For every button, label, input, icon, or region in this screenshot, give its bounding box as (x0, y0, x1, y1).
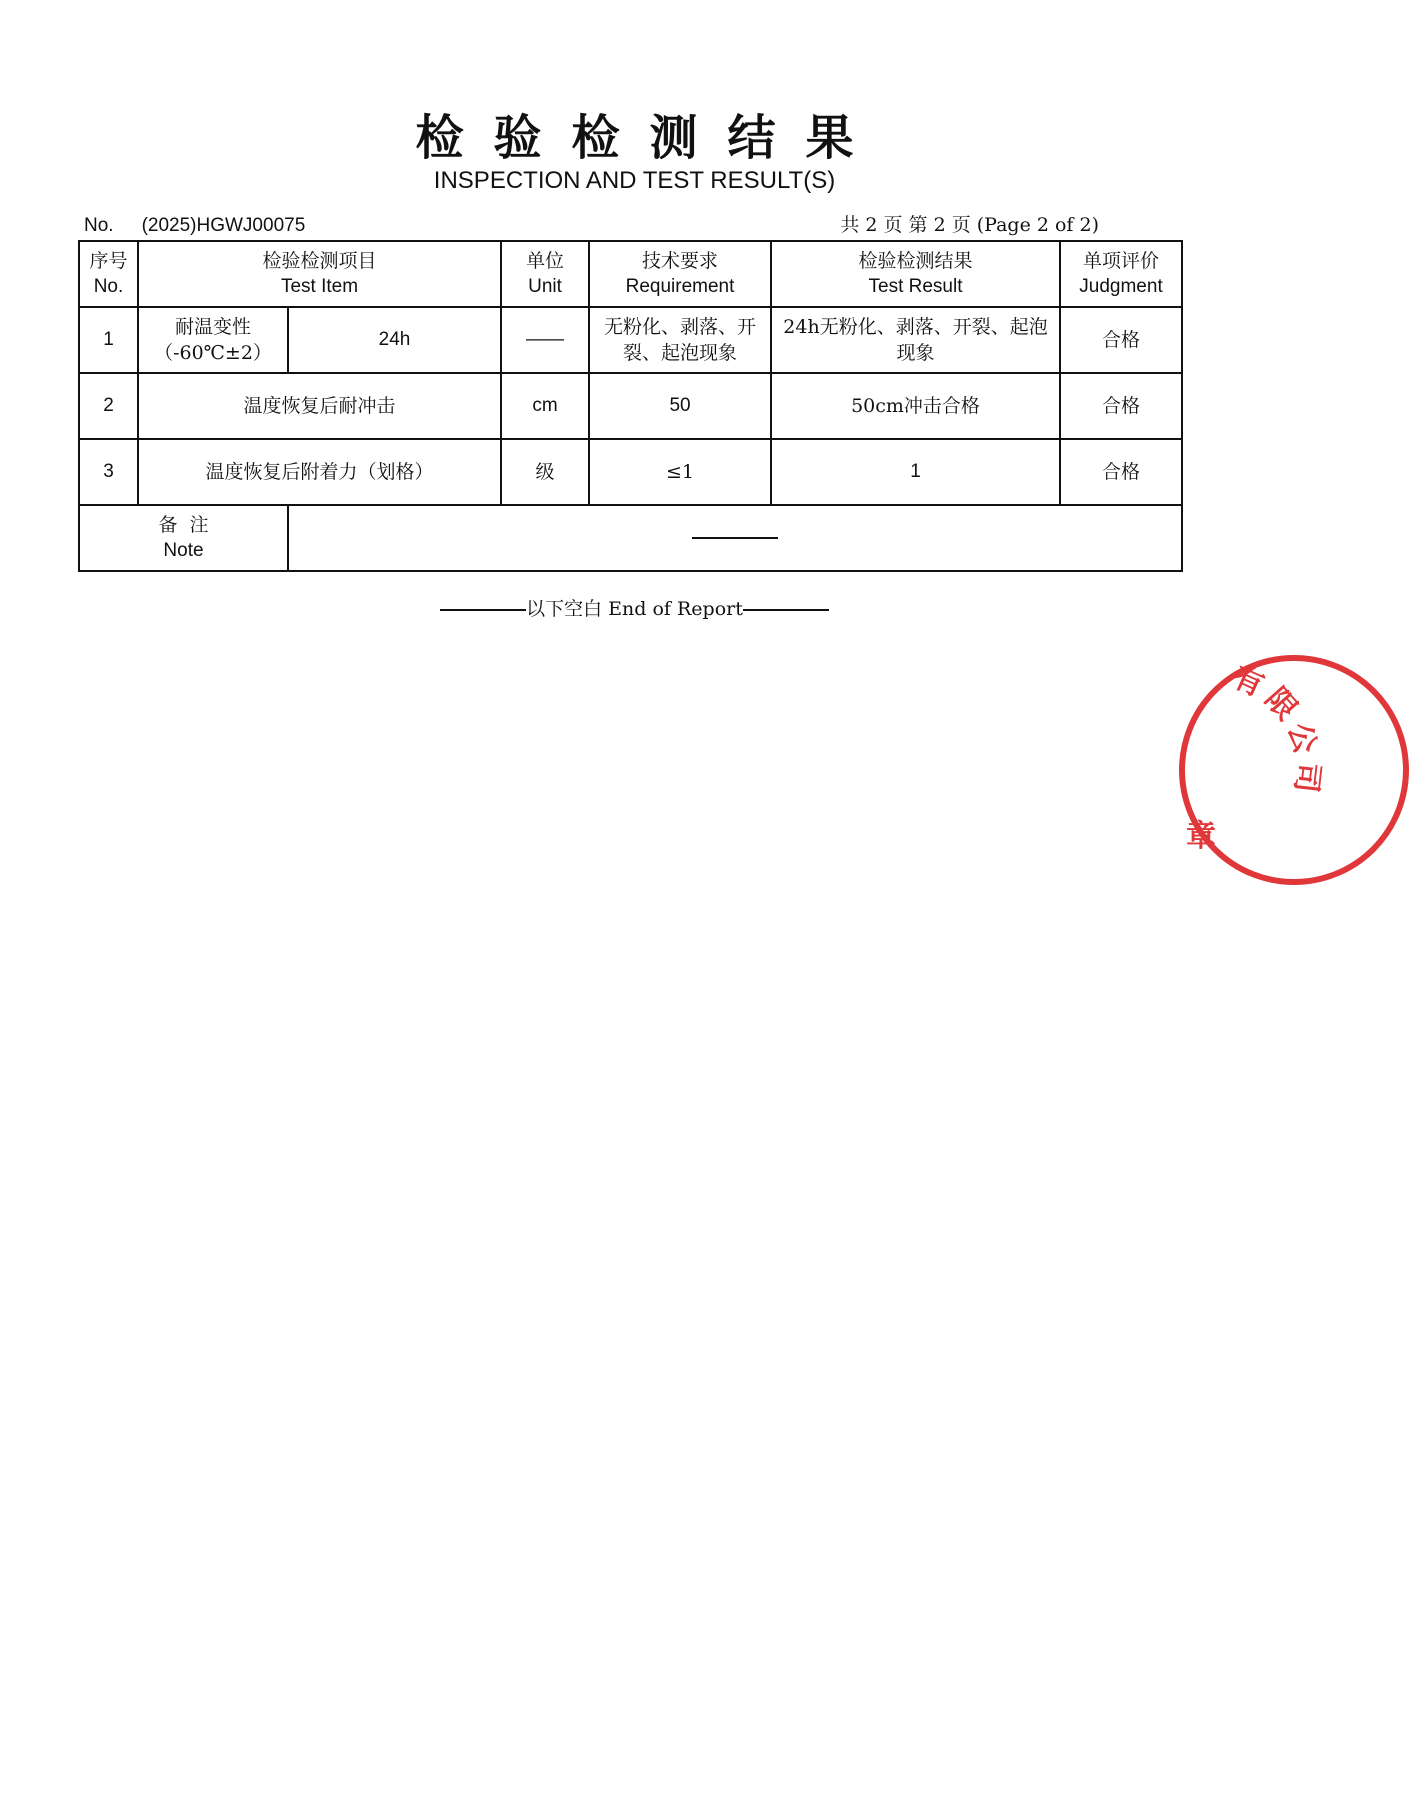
row-test-item-line1: 耐温变性 (174, 316, 251, 338)
table-row (79, 307, 1182, 373)
row-unit: —— (501, 307, 589, 373)
row-test-item-line2: （-60℃±2） (154, 342, 272, 364)
row-judgment: 合格 (1060, 373, 1182, 439)
header-requirement (589, 241, 771, 307)
header-judgment (1060, 241, 1182, 307)
note-label-cn: 备 注 (158, 514, 209, 536)
row-test-item: 温度恢复后附着力（划格） (138, 439, 501, 505)
report-number-value: (2025)HGWJ00075 (141, 215, 306, 236)
page-subtitle: INSPECTION AND TEST RESULT(S) (433, 167, 836, 194)
header-no-en: No. (93, 276, 124, 297)
row-test-result: 1 (771, 439, 1060, 505)
header-test-item-en: Test Item (280, 276, 359, 297)
header-no (79, 241, 138, 307)
row-test-item: 温度恢复后耐冲击 (138, 373, 501, 439)
header-requirement-en: Requirement (625, 276, 735, 297)
header-test-item-cn: 检验检测项目 (262, 250, 377, 272)
end-of-report (0, 596, 1269, 623)
seal-text: 有限公司 (1227, 659, 1326, 801)
header-test-result (771, 241, 1060, 307)
report-number (84, 213, 305, 239)
end-of-report-text: 以下空白 End of Report (526, 598, 743, 620)
header-unit-en: Unit (528, 276, 562, 297)
row-no: 2 (79, 373, 138, 439)
header-unit-cn: 单位 (526, 250, 565, 272)
note-row (79, 505, 1182, 571)
row-test-item (138, 307, 288, 373)
header-requirement-cn: 技术要求 (642, 250, 719, 272)
end-dash-left (440, 609, 526, 611)
table-row (79, 439, 1182, 505)
row-requirement: 50 (589, 373, 771, 439)
row-unit: cm (501, 373, 589, 439)
table-header-row (79, 241, 1182, 307)
note-content (288, 505, 1182, 571)
note-label (79, 505, 288, 571)
report-number-label: No. (84, 215, 114, 236)
note-empty-line (692, 537, 778, 539)
note-label-en: Note (163, 540, 204, 561)
header-test-item (138, 241, 501, 307)
header-unit (501, 241, 589, 307)
row-judgment: 合格 (1060, 439, 1182, 505)
company-seal (1174, 650, 1414, 890)
row-test-item-sub: 24h (288, 307, 501, 373)
seal-text-2: 章 (1186, 819, 1216, 854)
header-judgment-en: Judgment (1079, 276, 1163, 297)
header-test-result-cn: 检验检测结果 (858, 250, 973, 272)
page-title: 检验检测结果 (415, 110, 884, 166)
row-unit: 级 (501, 439, 589, 505)
row-judgment: 合格 (1060, 307, 1182, 373)
row-no: 1 (79, 307, 138, 373)
row-test-result: 50cm冲击合格 (771, 373, 1060, 439)
row-requirement: 无粉化、剥落、开裂、起泡现象 (589, 307, 771, 373)
row-requirement: ≤1 (589, 439, 771, 505)
page-info: 共 2 页 第 2 页 (Page 2 of 2) (840, 214, 1099, 236)
header-judgment-cn: 单项评价 (1083, 250, 1160, 272)
end-dash-right (743, 609, 829, 611)
header-test-result-en: Test Result (868, 276, 963, 297)
table-row (79, 373, 1182, 439)
header-no-cn: 序号 (89, 250, 128, 272)
row-test-result: 24h无粉化、剥落、开裂、起泡现象 (771, 307, 1060, 373)
row-no: 3 (79, 439, 138, 505)
result-table (78, 240, 1183, 572)
